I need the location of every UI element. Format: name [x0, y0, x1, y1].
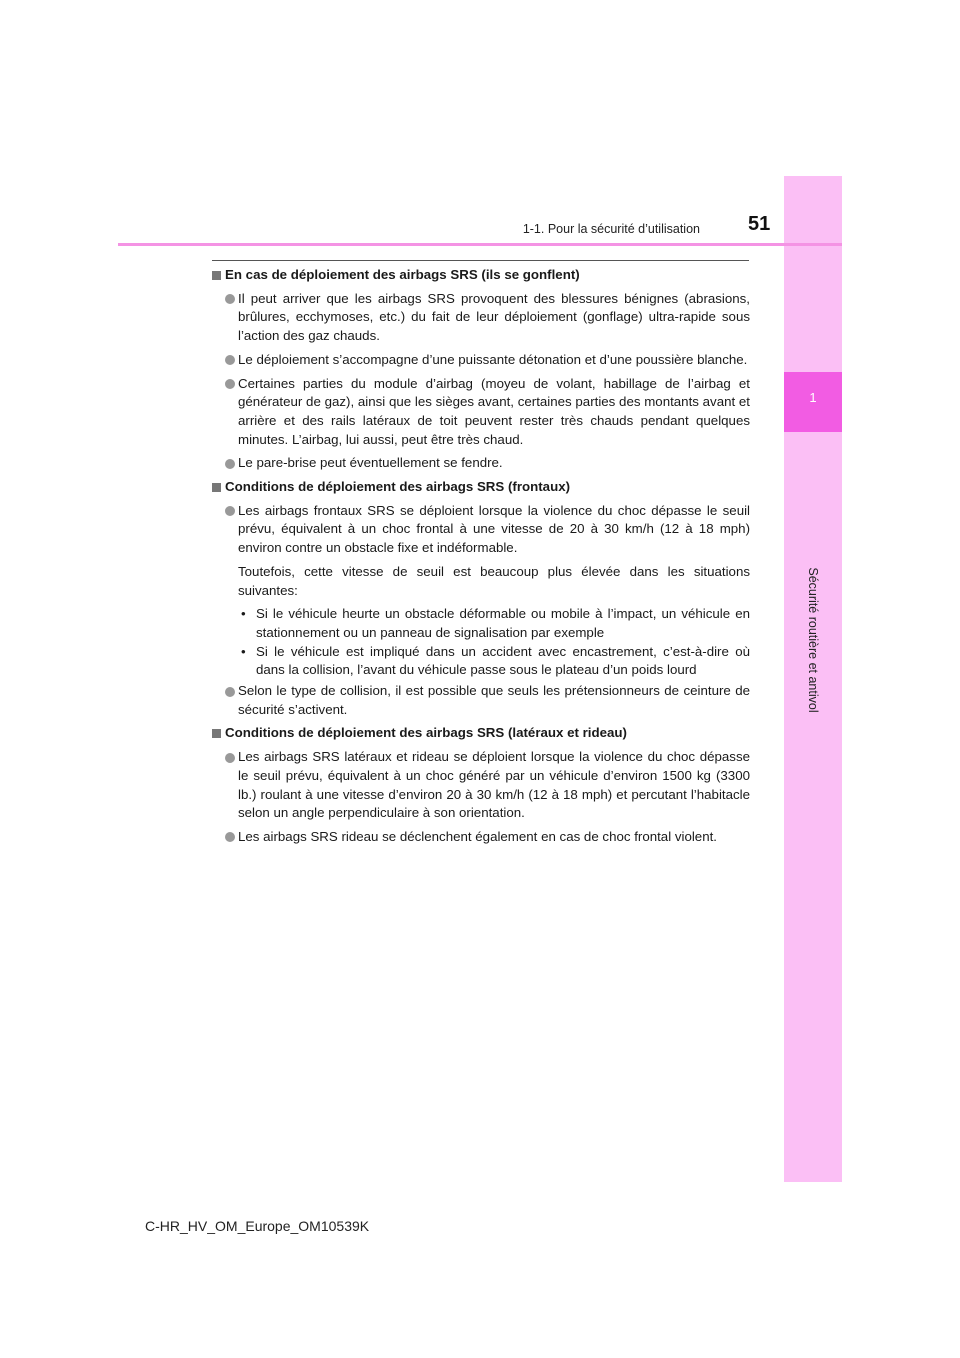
document-code: C-HR_HV_OM_Europe_OM10539K — [145, 1218, 370, 1234]
bullet-item: Les airbags frontaux SRS se déploient lorsque la violence du choc dépasse le seuil prévu, équivalent à un choc frontal à une vitesse de 20 à 30 km/h (12 à 18 mph) environ contre un obstacle fixe et indéformable. — [212, 502, 750, 558]
round-bullet-icon — [225, 832, 235, 842]
sub-list-item: • Si le véhicule heurte un obstacle déformable ou mobile à l’impact, un véhicule en stationnement ou un panneau de signalisation par exemple — [241, 606, 750, 640]
page-number: 51 — [748, 213, 771, 235]
round-bullet-icon — [225, 459, 235, 469]
round-bullet-icon — [225, 753, 235, 763]
content-divider — [212, 260, 749, 261]
bullet-item: Le pare-brise peut éventuellement se fendre. — [212, 454, 750, 473]
round-bullet-icon — [225, 506, 235, 516]
header-divider — [118, 243, 842, 246]
page-content — [212, 266, 750, 852]
round-bullet-icon — [225, 294, 235, 304]
chapter-number: 1 — [809, 390, 817, 405]
round-bullet-icon — [225, 379, 235, 389]
bullet-item: Il peut arriver que les airbags SRS provoquent des blessures bénignes (abrasions, brûlures, ecchymoses, etc.) du fait de leur déploiement (gonflage) ultra-rapide sous l’action des gaz chauds. — [212, 290, 750, 346]
middle-dot-icon: • — [241, 606, 246, 622]
section-heading: En cas de déploiement des airbags SRS (ils se gonflent) — [212, 266, 750, 285]
square-bullet-icon — [212, 483, 221, 492]
section-heading: Conditions de déploiement des airbags SRS (frontaux) — [212, 478, 750, 497]
bullet-item: Certaines parties du module d’airbag (moyeu de volant, habillage de l’airbag et générateur de gaz), ainsi que les sièges avant, certaines parties des montants avant et arrière et des rails latéraux de toit peuvent rester très chauds pendant quelques minutes. L’airbag, lui aussi, peut être très chaud. — [212, 375, 750, 450]
section-title: 1-1. Pour la sécurité d’utilisation — [522, 222, 700, 236]
bullet-item: Le déploiement s’accompagne d’une puissante détonation et d’une poussière blanche. — [212, 351, 750, 370]
middle-dot-icon: • — [241, 643, 246, 659]
bullet-item: Les airbags SRS latéraux et rideau se déploient lorsque la violence du choc dépasse le seuil prévu, équivalent à un choc généré par un véhicule d’environ 1500 kg (3300 lb.) roulant à une vitesse d’environ 20 à 30 km/h (12 à 18 mph) et percutant l’habitacle selon un angle perpendiculaire à son orientation. — [212, 748, 750, 823]
round-bullet-icon — [225, 355, 235, 365]
bullet-item: Les airbags SRS rideau se déclenchent également en cas de choc frontal violent. — [212, 828, 750, 847]
square-bullet-icon — [212, 271, 221, 280]
round-bullet-icon — [225, 687, 235, 697]
chapter-label: Sécurité routière et antivol — [806, 567, 820, 713]
section-heading: Conditions de déploiement des airbags SRS (latéraux et rideau) — [212, 724, 750, 743]
sub-list-item: • Si le véhicule est impliqué dans un accident avec encastrement, c’est-à-dire où dans la collision, l’avant du véhicule passe sous le plateau d’un poids lourd — [241, 643, 750, 678]
paragraph: Toutefois, cette vitesse de seuil est beaucoup plus élevée dans les situations suivantes: — [238, 563, 750, 598]
bullet-item: Selon le type de collision, il est possible que seuls les prétensionneurs de ceinture de sécurité s’activent. — [212, 682, 750, 719]
square-bullet-icon — [212, 729, 221, 738]
